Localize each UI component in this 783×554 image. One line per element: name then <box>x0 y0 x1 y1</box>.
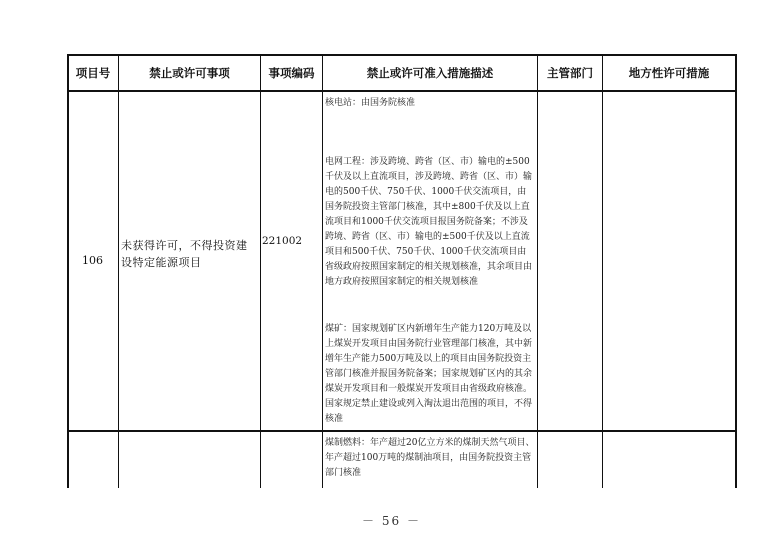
header-measure-desc: 禁止或许可准入措施描述 <box>366 66 494 80</box>
page-number: － 56 － <box>362 514 421 528</box>
measure-coal-mine: 煤矿：国家规划矿区内新增年生产能力120万吨及以上煤炭开发项目由国务院行业管理部门核准，其中新增年生产能力500万吨及以上的项目由国务院投资主管部门核准并报国务院备案；国家规划矿区内的其余煤炭开发项目和一般煤炭开发项目由省级政府核准。国家规定禁止建设或列入淘汰退出范围的项目，不得核准 <box>325 324 533 424</box>
item-code: 221002 <box>262 235 303 247</box>
measure-power-grid: 电网工程：涉及跨境、跨省（区、市）输电的±500千伏及以上直流项目，涉及跨境、跨省（区、市）输电的500千伏、750千伏、1000千伏交流项目，由国务院投资主管部门核准，其中±800千伏及以上直流项目和1000千伏交流项目报国务院备案；不涉及跨境、跨省（区、市）输电的±500千伏及以上直流项目和500千伏、750千伏、1000千伏交流项目由省级政府按照国家制定的相关规划核准，其余项目由地方政府按照国家制定的相关规划核准 <box>325 157 533 287</box>
col-divider-4 <box>537 54 538 488</box>
header-dept: 主管部门 <box>547 66 593 80</box>
col-divider-2 <box>260 54 261 488</box>
prohibited-item-text: 未获得许可，不得投资建设特定能源项目 <box>121 239 248 269</box>
table-left-border <box>67 54 69 488</box>
header-local-measure: 地方性许可措施 <box>628 66 710 80</box>
measure-coal-fuel: 煤制燃料：年产超过20亿立方米的煤制天然气项目、年产超过100万吨的煤制油项目，由国务院投资主管部门核准 <box>325 438 535 478</box>
measure-nuclear: 核电站：由国务院核准 <box>325 98 416 108</box>
item-number: 106 <box>82 254 103 267</box>
col-divider-5 <box>602 54 603 488</box>
col-divider-1 <box>118 54 119 488</box>
row-divider <box>67 430 736 432</box>
header-item-no: 项目号 <box>75 66 111 80</box>
col-divider-3 <box>322 54 323 488</box>
header-prohibited-item: 禁止或许可事项 <box>149 66 230 80</box>
table-right-border <box>735 54 737 488</box>
header-item-code: 事项编码 <box>268 66 315 80</box>
